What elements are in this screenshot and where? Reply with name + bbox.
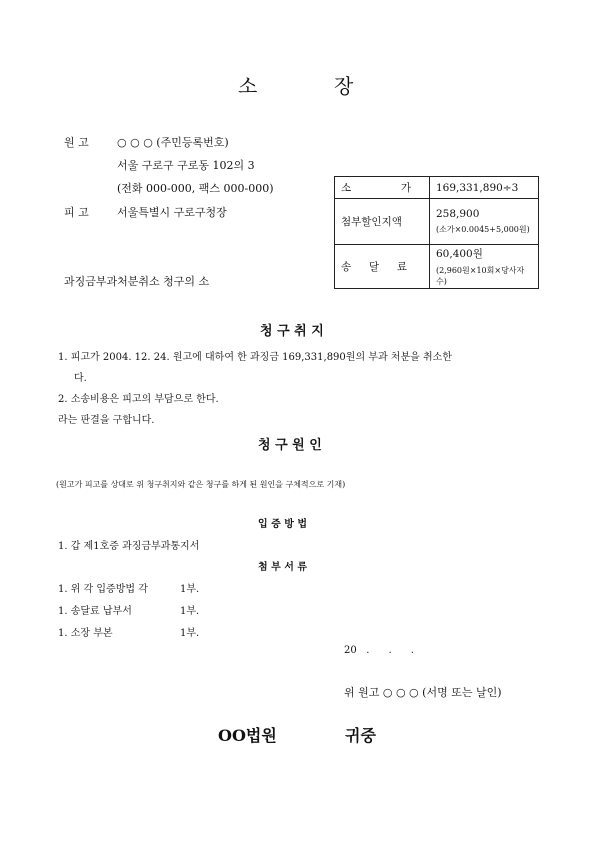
fee-note-service: (2,960원×10회×당사자수) [436, 266, 525, 286]
case-name: 과징금부과처분취소 청구의 소 [64, 275, 210, 288]
plaintiff-label: 원 고 [64, 136, 89, 149]
claim-cause-note: (원고가 피고를 상대로 위 청구취지와 같은 청구를 하게 된 원인을 구체적으로 기재) [56, 480, 346, 489]
attachment-item-3-count: 1부. [180, 628, 200, 639]
evidence-item-1: 1. 갑 제1호증 과징금부과통지서 [58, 541, 200, 552]
claim-purpose-heading: 청 구 취 지 [260, 324, 324, 339]
fee-value-service: 60,400원 (2,960원×10회×당사자수) [430, 245, 539, 289]
date-line: 20 . . . [344, 645, 414, 656]
claim-cause-heading: 청 구 원 인 [258, 438, 322, 453]
fee-note-stamp: (소가×0.0045+5,000원) [436, 225, 530, 234]
fee-label-claim-value: 소 가 [335, 177, 430, 199]
fee-table [334, 176, 539, 289]
attachments-heading: 첨 부 서 류 [258, 562, 308, 573]
title-char-1: 소 [238, 74, 258, 98]
claim-purpose-item-1: 1. 피고가 2004. 12. 24. 원고에 대하여 한 과징금 169,331,890원의 부과 처분을 취소한 [58, 352, 452, 363]
defendant-name: 서울특별시 구로구청장 [117, 206, 227, 219]
court-name: OO법원 [218, 726, 277, 745]
fee-label-stamp: 첨부할인지액 [335, 199, 430, 245]
attachment-item-2-name: 1. 송달료 납부서 [58, 606, 132, 617]
attachment-item-1-count: 1부. [180, 584, 200, 595]
fee-row-stamp [335, 199, 539, 245]
fee-value-stamp: 258,900 (소가×0.0045+5,000원) [430, 199, 539, 245]
attachment-item-1-name: 1. 위 각 입증방법 각 [58, 584, 148, 595]
plaintiff-contact: (전화 000-000, 팩스 000-000) [117, 182, 274, 195]
fee-row-service [335, 245, 539, 289]
claim-purpose-item-2: 2. 소송비용은 피고의 부담으로 한다. [58, 394, 219, 405]
attachment-item-2-count: 1부. [180, 606, 200, 617]
plaintiff-address: 서울 구로구 구로동 102의 3 [117, 159, 255, 172]
fee-row-claim-value [335, 177, 539, 199]
defendant-label: 피 고 [64, 206, 89, 219]
plaintiff-name: ○ ○ ○ (주민등록번호) [117, 136, 229, 149]
title-char-2: 장 [334, 74, 354, 98]
attachment-item-3-name: 1. 소장 부본 [58, 628, 113, 639]
claim-purpose-closing: 라는 판결을 구합니다. [58, 415, 155, 426]
signature-line: 위 원고 ○ ○ ○ (서명 또는 날인) [344, 686, 502, 699]
fee-label-service: 송 달 료 [335, 245, 430, 289]
court-suffix: 귀중 [345, 726, 376, 745]
claim-purpose-item-1-cont: 다. [74, 373, 87, 384]
fee-value-claim-value: 169,331,890÷3 [430, 177, 539, 199]
evidence-heading: 입 증 방 법 [258, 519, 308, 530]
